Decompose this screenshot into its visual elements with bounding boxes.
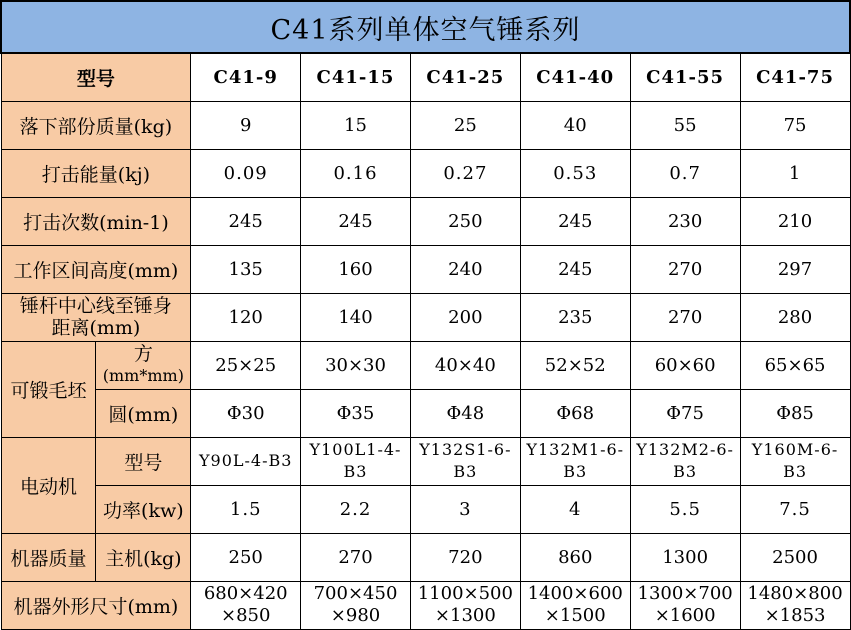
sub-label-line: 方 [133, 343, 153, 365]
table-cell: 250 [410, 197, 520, 245]
table-row [1, 581, 850, 629]
table-cell: 245 [520, 245, 630, 293]
table-cell: Y100L1-4-B3 [301, 437, 411, 485]
row-label-falling-mass: 落下部份质量(kg) [1, 101, 191, 149]
table-cell: 0.09 [191, 149, 301, 197]
sub-label-square [96, 341, 191, 389]
sub-label-line: (mm*mm) [102, 366, 184, 385]
sub-label-motor-model: 型号 [96, 437, 191, 485]
table-cell: 30×30 [301, 341, 411, 389]
table-cell: 15 [301, 101, 411, 149]
row-label-blow-count: 打击次数(min-1) [1, 197, 191, 245]
table-cell: 250 [191, 533, 301, 581]
cell-line: ×1600 [654, 605, 716, 626]
table-cell: Φ35 [301, 389, 411, 437]
table-cell: 280 [740, 293, 850, 341]
table-cell: 160 [301, 245, 411, 293]
table-cell: 1.5 [191, 485, 301, 533]
table-cell: 0.53 [520, 149, 630, 197]
table-cell: 5.5 [630, 485, 740, 533]
table-cell [191, 581, 301, 629]
table-cell: 0.27 [410, 149, 520, 197]
cell-line: ×980 [330, 605, 381, 626]
table-cell: 75 [740, 101, 850, 149]
table-cell: 1 [740, 149, 850, 197]
model-header-label: 型号 [1, 53, 191, 101]
row-label-machine-mass: 机器质量 [1, 533, 96, 581]
table-cell: 200 [410, 293, 520, 341]
table-cell: 140 [301, 293, 411, 341]
model-header-cell: C41-40 [520, 53, 630, 101]
table-cell: 2.2 [301, 485, 411, 533]
model-header-cell: C41-9 [191, 53, 301, 101]
table-cell: Φ75 [630, 389, 740, 437]
row-label-blow-energy: 打击能量(kj) [1, 149, 191, 197]
table-cell: 1300 [630, 533, 740, 581]
table-cell: Y132S1-6-B3 [410, 437, 520, 485]
model-header-cell: C41-15 [301, 53, 411, 101]
row-label-motor: 电动机 [1, 437, 96, 533]
cell-line: 1100×500 [417, 583, 513, 604]
table-cell: 55 [630, 101, 740, 149]
table-cell: 245 [301, 197, 411, 245]
row-label-forging-blank: 可锻毛坯 [1, 341, 96, 437]
cell-line: ×1300 [434, 605, 496, 626]
table-cell: 270 [630, 245, 740, 293]
table-cell: 270 [630, 293, 740, 341]
table-cell: 60×60 [630, 341, 740, 389]
cell-line: ×1853 [764, 605, 826, 626]
table-row [1, 245, 850, 293]
table-row [1, 341, 850, 389]
sub-label-motor-power: 功率(kw) [96, 485, 191, 533]
table-cell: Φ30 [191, 389, 301, 437]
cell-line: ×1500 [544, 605, 606, 626]
sub-label-round: 圆(mm) [96, 389, 191, 437]
table-cell: 0.7 [630, 149, 740, 197]
table-cell: 720 [410, 533, 520, 581]
table-cell: 245 [520, 197, 630, 245]
cell-line: 700×450 [313, 583, 398, 604]
table-cell: 245 [191, 197, 301, 245]
table-title: C41系列单体空气锤系列 [1, 1, 850, 53]
cell-line: 680×420 [203, 583, 288, 604]
table-cell: 52×52 [520, 341, 630, 389]
sub-label-main-machine: 主机(kg) [96, 533, 191, 581]
table-cell: 25 [410, 101, 520, 149]
row-label-line: 锤杆中心线至锤身 [19, 295, 172, 317]
table-cell: Y160M-6-B3 [740, 437, 850, 485]
table-cell: Φ85 [740, 389, 850, 437]
table-cell: 40×40 [410, 341, 520, 389]
table-cell: 860 [520, 533, 630, 581]
table-row [1, 197, 850, 245]
table-cell: 0.16 [301, 149, 411, 197]
table-cell [630, 581, 740, 629]
table-cell: Y132M2-6-B3 [630, 437, 740, 485]
table-cell: 2500 [740, 533, 850, 581]
table-cell: Φ68 [520, 389, 630, 437]
cell-line: 1400×600 [527, 583, 623, 604]
table-cell: Y90L-4-B3 [191, 437, 301, 485]
cell-line: ×850 [220, 605, 271, 626]
table-row [1, 149, 850, 197]
table-cell: 4 [520, 485, 630, 533]
table-row [1, 293, 850, 341]
table-row [1, 533, 850, 581]
table-row [1, 437, 850, 485]
table-cell: 40 [520, 101, 630, 149]
table-cell: 25×25 [191, 341, 301, 389]
table-cell: 235 [520, 293, 630, 341]
row-label-center-distance [1, 293, 191, 341]
table-cell: 270 [301, 533, 411, 581]
table-row [1, 389, 850, 437]
cell-line: 1300×700 [637, 583, 733, 604]
table-cell [520, 581, 630, 629]
table-cell: 210 [740, 197, 850, 245]
table-cell: 297 [740, 245, 850, 293]
table-cell: 7.5 [740, 485, 850, 533]
table-cell: 135 [191, 245, 301, 293]
row-label-line: 距离(mm) [51, 317, 141, 339]
row-label-work-height: 工作区间高度(mm) [1, 245, 191, 293]
table-cell [410, 581, 520, 629]
table-cell: Φ48 [410, 389, 520, 437]
table-row [1, 101, 850, 149]
table-cell: 240 [410, 245, 520, 293]
model-header-cell: C41-25 [410, 53, 520, 101]
cell-line: 1480×800 [747, 583, 843, 604]
row-label-dimensions: 机器外形尺寸(mm) [1, 581, 191, 629]
table-cell: 120 [191, 293, 301, 341]
table-cell [740, 581, 850, 629]
model-header-cell: C41-55 [630, 53, 740, 101]
table-cell: 9 [191, 101, 301, 149]
table-cell: 65×65 [740, 341, 850, 389]
table-cell [301, 581, 411, 629]
model-header-cell: C41-75 [740, 53, 850, 101]
table-row [1, 485, 850, 533]
table-cell: Y132M1-6-B3 [520, 437, 630, 485]
table-cell: 230 [630, 197, 740, 245]
table-cell: 3 [410, 485, 520, 533]
